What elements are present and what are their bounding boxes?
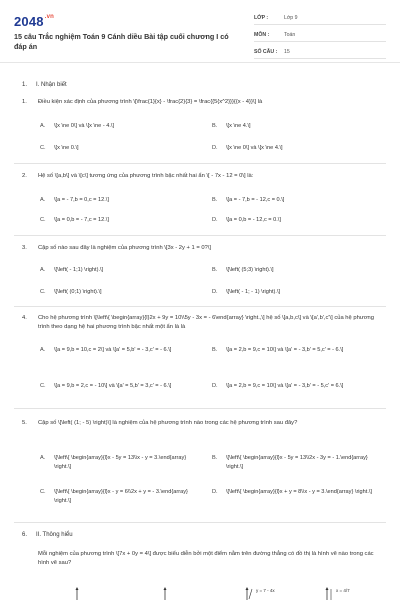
question-5-option-a[interactable]: A. \[\left\{ \begin{array}{l}x - 5y = 13\\x - y = 3.\end{array} \right.\] <box>40 455 187 470</box>
question-1: 1. Điều kiện xác định của phương trình \[\frac{1}{x} - \frac{2}{3} = \frac{{5{x^2}}}{{x - 4}}\] là <box>22 99 263 105</box>
graph-d-axis <box>320 586 334 600</box>
question-6-text: Mỗi nghiệm của phương trình \[7x + 0y = 4\] được biểu diễn bởi một điểm nằm trên đường thẳng có đồ thị là hình vẽ nào trong các hình vẽ sau? <box>38 551 374 566</box>
question-5: 5. Cặp số \[\left( (1; - 5) \right)\] là nghiệm của hệ phương trình nào trong các hệ phương trình sau đây? <box>22 420 298 426</box>
question-3-option-a[interactable]: A. \[\left( - 1;1) \right).\] <box>40 267 104 273</box>
question-3-option-c[interactable]: C. \[\left( (0;1) \right).\] <box>40 289 102 295</box>
question-1-option-c[interactable]: C. \[x \ne 0.\] <box>40 145 79 151</box>
divider <box>14 235 386 236</box>
question-4-option-b[interactable]: B. \[a = 2,b = 9,c = 10\] và \[a' = - 3,b' = 5,c' = - 6.\] <box>212 347 344 353</box>
site-logo[interactable]: $2048^{.vn}$ <box>14 14 55 29</box>
meta-info <box>254 12 386 63</box>
section-heading: 1. I. Nhận biết <box>22 82 67 88</box>
graph-a-axis <box>70 586 84 600</box>
page-header <box>0 0 400 63</box>
graph-c-axis <box>240 586 254 600</box>
question-3: 3. Cặp số nào sau đây là nghiệm của phương trình \[3x - 2y + 1 = 0?\] <box>22 245 211 251</box>
question-2-option-b[interactable]: B. \[a = - 7,b = - 12,c = 0.\] <box>212 197 285 203</box>
document-title: 15 câu Trắc nghiệm Toán 9 Cánh diều Bài tập cuối chương I có đáp án <box>14 32 229 51</box>
divider <box>14 306 386 307</box>
question-1-option-b[interactable]: B. \[x \ne 4.\] <box>212 123 251 129</box>
question-2: 2. Hệ số \[a,b\] và \[c\] tương ứng của phương trình bậc nhất hai ẩn \[ - 7x - 12 = 0\] là: <box>22 173 254 179</box>
graph-c-line-label: y = 7 - 4x <box>256 588 275 593</box>
question-2-option-a[interactable]: A. \[a = - 7,b = 0,c = 12.\] <box>40 197 109 203</box>
graph-d-line-label: x = 4/7 <box>336 588 350 593</box>
meta-count: SỐ CÂU : 15 <box>254 46 386 59</box>
meta-class: LỚP : Lớp 9 <box>254 12 386 25</box>
question-3-option-d[interactable]: D. \[\left( - 1; - 1) \right).\] <box>212 289 281 295</box>
meta-subject: MÔN : Toán <box>254 29 386 42</box>
question-2-option-d[interactable]: D. \[a = 0,b = - 12,c = 0.\] <box>212 217 281 223</box>
question-4-option-a[interactable]: A. \[a = 9,b = 10,c = 2\] và \[a' = 5,b' = - 3,c' = - 6.\] <box>40 347 172 353</box>
divider <box>14 408 386 409</box>
question-5-option-b[interactable]: B. \[\left\{ \begin{array}{l}x - 5y = 13\\2x - 3y = - 1.\end{array} \right.\] <box>212 455 368 470</box>
question-4-option-c[interactable]: C. \[a = 9,b = 2,c = - 10\] và \[a' = 5,b' = 3,c' = - 6.\] <box>40 383 172 389</box>
question-2-option-c[interactable]: C. \[a = 0,b = - 7,c = 12.\] <box>40 217 109 223</box>
divider <box>14 522 386 523</box>
question-3-option-b[interactable]: B. \[\left( (5;3) \right).\] <box>212 267 274 273</box>
question-4: 4. Cho hệ phương trình \[\left\{ \begin{array}{l}2x + 9y = 10\\5y - 3x = - 6\end{array} \right.,\] hệ số \[a,b,c\] và \[a',b',c'\] của hệ phương trình theo dạng hệ hai phương trình bậc nhất một ẩn là là <box>22 315 374 330</box>
section-heading: 6. II. Thông hiểu <box>22 532 73 538</box>
question-1-option-d[interactable]: D. \[x \ne 0\] và \[x \ne 4.\] <box>212 145 283 151</box>
question-5-option-d[interactable]: D. \[\left\{ \begin{array}{l}x + y = 8\\x - y = 3.\end{array} \right.\] <box>212 489 372 495</box>
question-5-option-c[interactable]: C. \[\left\{ \begin{array}{l}x - y = 6\\2x + y = - 3.\end{array} \right.\] <box>40 489 188 504</box>
graph-b-axis <box>158 586 172 600</box>
question-1-option-a[interactable]: A. \[x \ne 0\] và \[x \ne - 4.\] <box>40 123 115 129</box>
divider <box>14 163 386 164</box>
question-4-option-d[interactable]: D. \[a = 2,b = 9,c = 10\] và \[a' = - 3,b' = - 5,c' = 6.\] <box>212 383 344 389</box>
